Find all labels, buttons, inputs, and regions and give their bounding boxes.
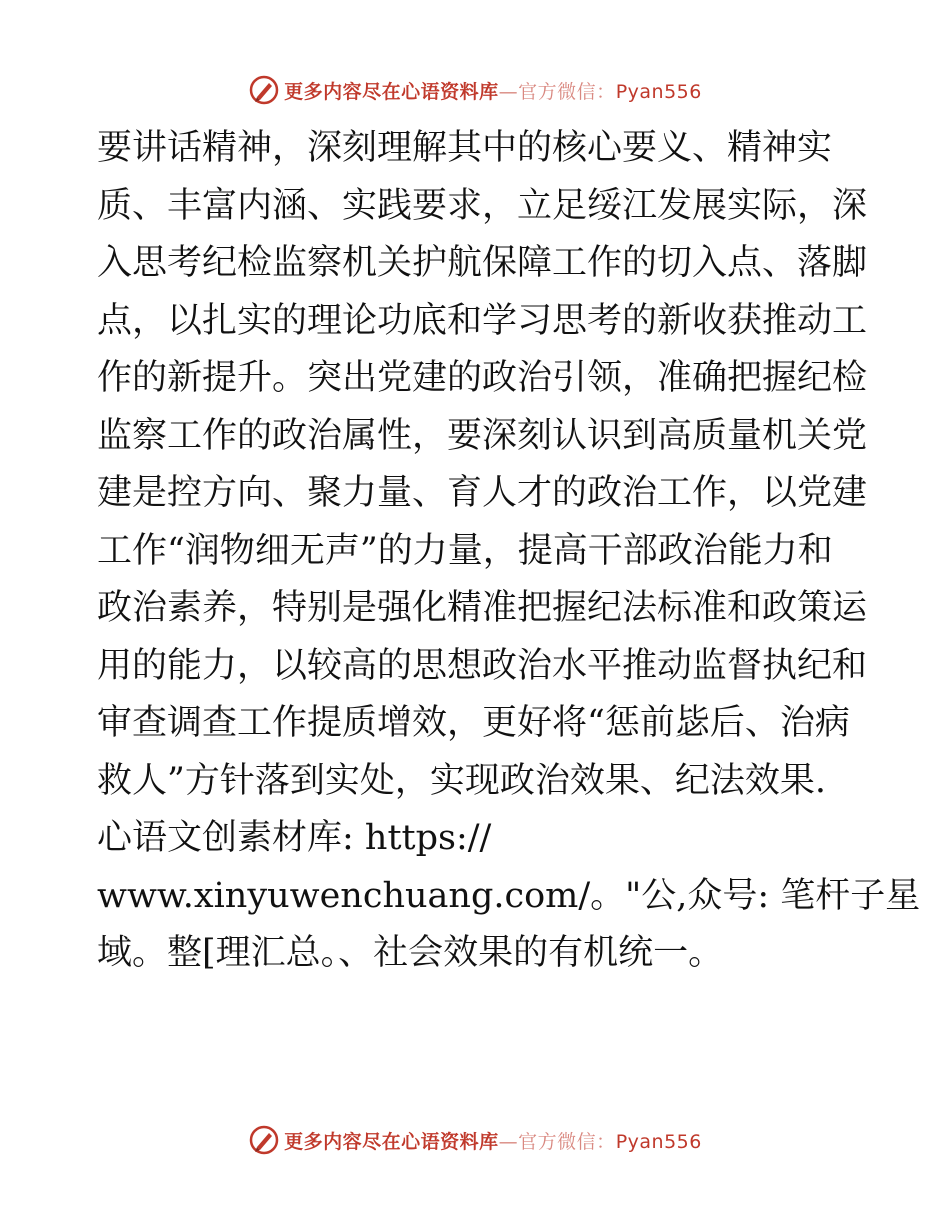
- body-line: 心语文创素材库: https://: [97, 818, 492, 858]
- body-line: 工作“润物细无声”的力量，提高干部政治能力和: [97, 530, 833, 571]
- body-line: 域。整[理汇总。、社会效果的有机统一。: [97, 933, 724, 973]
- body-line: 审查调查工作提质增效，更好将“惩前毖后、治病: [97, 703, 850, 743]
- footer-sub-text: —官方微信：: [498, 1130, 616, 1153]
- body-line: 质、丰富内涵、实践要求，立足绥江发展实际，深: [97, 185, 868, 226]
- body-line: 要讲话精神，深刻理解其中的核心要义、精神实: [97, 128, 833, 168]
- header-sub-text: —官方微信：: [498, 80, 616, 103]
- body-line: 用的能力，以较高的思想政治水平推动监督执纪和: [97, 645, 868, 686]
- pen-logo-icon: [248, 1124, 280, 1156]
- header-main-text: 更多内容尽在心语资料库: [284, 80, 499, 103]
- header-text: [284, 77, 702, 104]
- body-line: 监察工作的政治属性，要深刻认识到高质量机关党: [97, 415, 868, 456]
- body-line: 作的新提升。突出党建的政治引领，准确把握纪检: [97, 358, 868, 398]
- footer-banner: [0, 1120, 950, 1160]
- header-wechat-id: Pyan556: [615, 80, 702, 103]
- body-line: 政治素养，特别是强化精准把握纪法标准和政策运: [97, 588, 868, 628]
- body-line: 建是控方向、聚力量、育人才的政治工作，以党建: [97, 473, 868, 513]
- footer-text: [284, 1127, 702, 1154]
- body-line: 点，以扎实的理论功底和学习思考的新收获推动工: [97, 300, 868, 341]
- pen-logo-icon: [248, 74, 280, 106]
- body-line: www.xinyuwenchuang.com/。"公,众号: 笔杆子星: [97, 875, 921, 916]
- document-body: [97, 120, 921, 983]
- footer-wechat-id: Pyan556: [615, 1130, 702, 1153]
- header-banner: [0, 70, 950, 110]
- body-line: 入思考纪检监察机关护航保障工作的切入点、落脚: [97, 243, 868, 283]
- footer-main-text: 更多内容尽在心语资料库: [284, 1130, 499, 1153]
- body-line: 救人”方针落到实处，实现政治效果、纪法效果.: [97, 760, 827, 801]
